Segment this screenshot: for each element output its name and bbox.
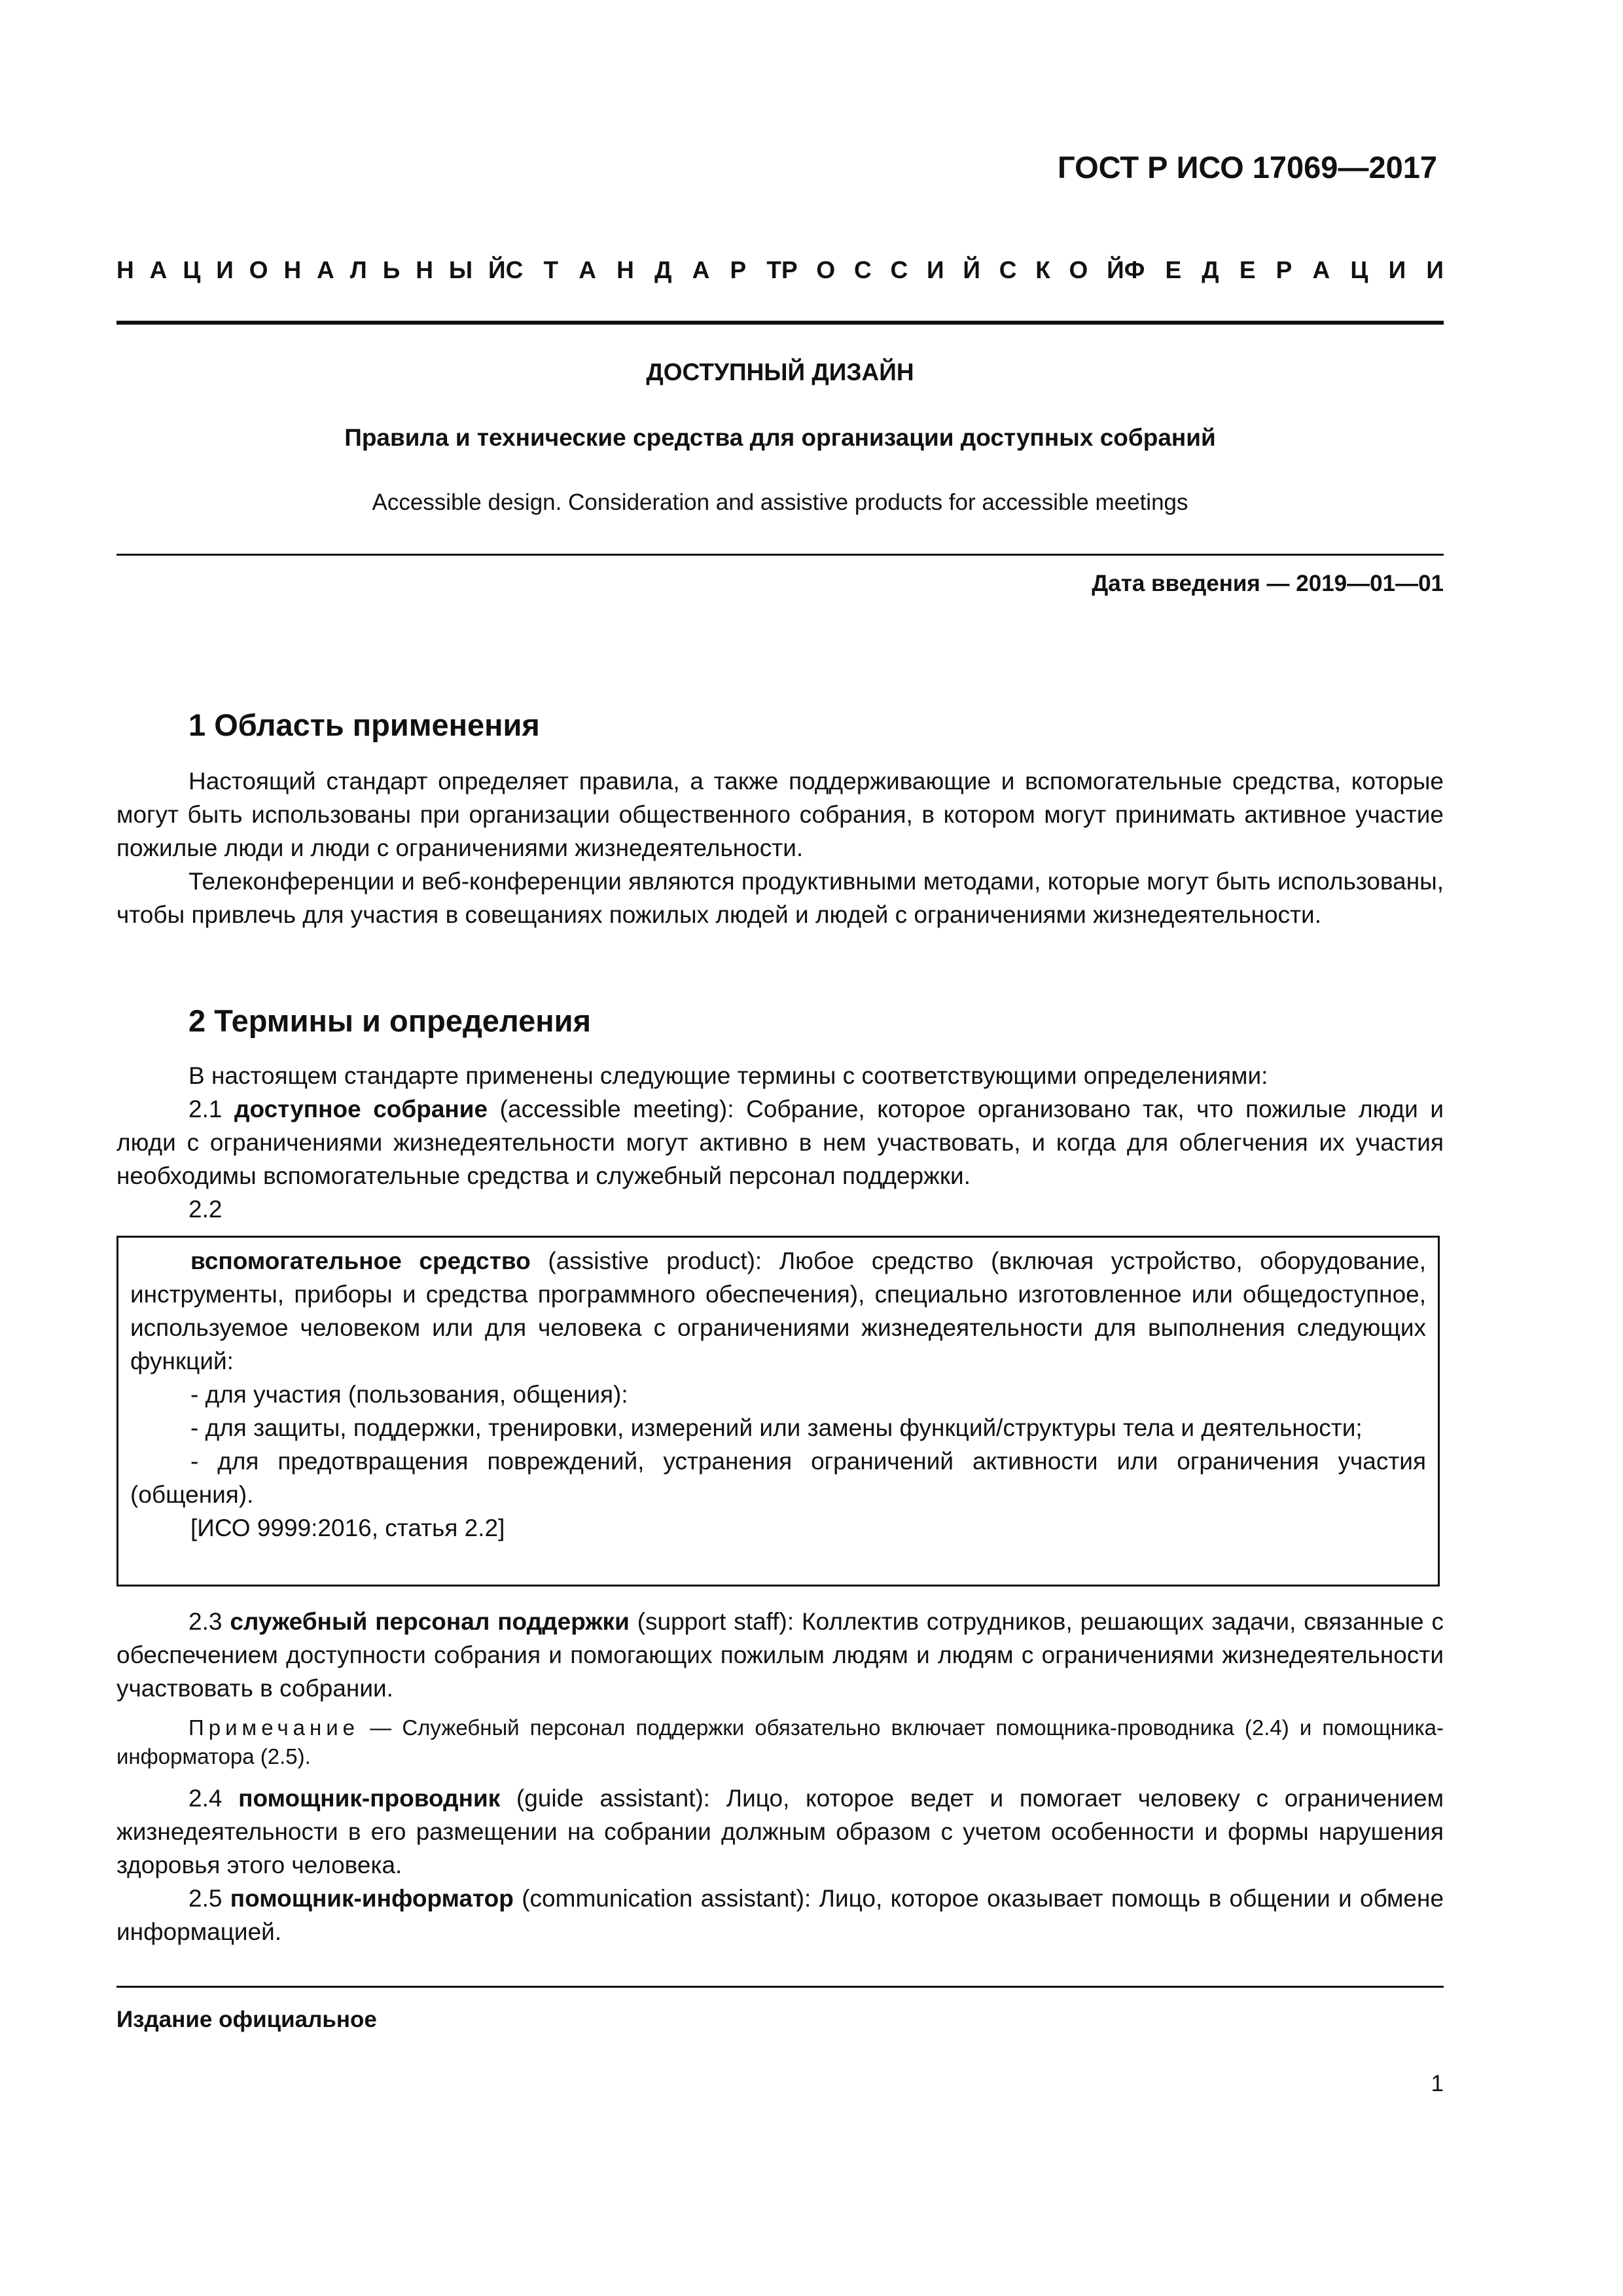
section-1-paragraph: Настоящий стандарт определяет правила, а также поддерживающие и вспомогательные средства, которые могут быть использованы при организации общественного собрания, в котором могут принимать активное участие пожилые люди и люди с ограничениями жизнедеятельности. (116, 768, 1444, 861)
banner-letter: Ь (382, 257, 401, 283)
title-english: Accessible design. Consideration and assistive products for accessible meetings (372, 490, 1188, 515)
list-item: - для защиты, поддержки, тренировки, измерений или замены функций/структуры тела и деятельности; (190, 1414, 1363, 1441)
banner-letter: Н (283, 257, 302, 283)
banner-letter: Ц (183, 257, 201, 283)
edition-label: Издание официальное (116, 2007, 377, 2032)
banner-letter: О (1069, 257, 1088, 283)
banner-letter: Н (416, 257, 433, 283)
term-name: служебный персонал поддержки (230, 1608, 630, 1635)
term-2-3-block (116, 1605, 1444, 1705)
term-2-2-number: 2.2 (188, 1196, 223, 1223)
term-2-3: 2.3 служебный персонал поддержки (support staff): Коллектив сотрудников, решающих задачи, связанные с обеспечением доступности собрания и помогающих пожилым людям и людям с ограничениями жизнедеятельности участвовать в собрании. (116, 1608, 1444, 1702)
banner-letter: Т (543, 257, 559, 283)
banner-letter: Л (349, 257, 367, 283)
banner-letter: С (853, 257, 872, 283)
banner-letter: И (216, 257, 234, 283)
banner-letter: О (249, 257, 268, 283)
banner-letter: Е (1165, 257, 1182, 283)
page-number: 1 (1431, 2071, 1444, 2096)
section-1-heading: 1 Область применения (188, 708, 540, 742)
banner-letter: С (505, 257, 524, 283)
section-1-body (116, 764, 1444, 931)
section-2-heading: 2 Термины и определения (188, 1003, 591, 1038)
list-item: - для участия (пользования, общения): (190, 1381, 628, 1408)
title-subtitle: Правила и технические средства для организации доступных собраний (344, 424, 1216, 451)
banner-letter: А (1312, 257, 1330, 283)
footer-divider (116, 1986, 1444, 1988)
banner-letter: Т (766, 257, 781, 283)
section-2-intro-block (116, 1059, 1444, 1226)
banner-letter: И (1388, 257, 1406, 283)
banner-letter: И (1426, 257, 1444, 283)
banner-letter: С (999, 257, 1017, 283)
term-2-2-source: [ИСО 9999:2016, статья 2.2] (190, 1515, 505, 1541)
title-main: ДОСТУПНЫЙ ДИЗАЙН (646, 359, 914, 386)
list-item: - для предотвращения повреждений, устранения ограничений активности или ограничения участия (общения). (130, 1448, 1426, 1508)
banner-letter: И (926, 257, 944, 283)
header-divider (116, 321, 1444, 325)
banner-letter: А (149, 257, 168, 283)
term-2-2-box (116, 1236, 1440, 1587)
banner-word (116, 257, 506, 284)
term-2-4: 2.4 помощник-проводник (guide assistant): Лицо, которое ведет и помогает человеку с ограничением жизнедеятельности в его размещении на собрании должным образом с учетом особенности и формы нарушения здоровья этого человека. (116, 1785, 1444, 1878)
term-2-1: 2.1 доступное собрание (accessible meeting): Собрание, которое организовано так, что пожилые люди и люди с ограничениями жизнедеятельности могут активно в нем участвовать, и когда для облегчения их участия необходимы вспомогательные средства и служебный персонал поддержки. (116, 1096, 1444, 1189)
banner-letter: Р (781, 257, 798, 283)
banner-word (506, 257, 781, 284)
introduction-date: Дата введения — 2019—01—01 (1092, 571, 1444, 596)
banner-letter: Ц (1350, 257, 1368, 283)
banner-letter: Р (730, 257, 747, 283)
title-divider (116, 554, 1444, 556)
note-block (116, 1713, 1444, 1771)
banner-letter: Д (1202, 257, 1219, 283)
banner-letter: Й (963, 257, 980, 283)
banner-letter: А (579, 257, 597, 283)
banner-letter: А (317, 257, 334, 283)
term-2-2-definition: вспомогательное средство (assistive product): Любое средство (включая устройство, оборудование, инструменты, приборы и средства программного обеспечения), специально изготовленное или общедоступное, используемое человеком или для человека с ограничениями жизнедеятельности для выполнения следующих функций: (130, 1247, 1426, 1374)
banner-letter: Д (654, 257, 672, 283)
banner-letter: Н (616, 257, 634, 283)
term-name: помощник-информатор (230, 1885, 514, 1912)
banner-letter: Е (1239, 257, 1256, 283)
banner-letter: Ы (448, 257, 473, 283)
banner-letter: К (1035, 257, 1050, 283)
terms-2-4-2-5-block (116, 1782, 1444, 1948)
banner-letter: Й (1107, 257, 1124, 283)
term-name: помощник-проводник (238, 1785, 501, 1812)
banner-word (781, 257, 1124, 284)
banner-letter: О (816, 257, 836, 283)
banner-letter: Р (1275, 257, 1293, 283)
term-name: доступное собрание (234, 1096, 488, 1122)
note: Примечание — Служебный персонал поддержки обязательно включает помощника-проводника (2.4) и помощника-информатора (2.5). (116, 1715, 1444, 1768)
term-2-5: 2.5 помощник-информатор (communication assistant): Лицо, которое оказывает помощь в общении и обмене информацией. (116, 1885, 1444, 1945)
banner-letter: А (692, 257, 710, 283)
section-2-intro: В настоящем стандарте применены следующие термины с соответствующими определениями: (188, 1062, 1268, 1089)
banner-letter: С (890, 257, 908, 283)
banner-word (1124, 257, 1444, 284)
document-designation: ГОСТ Р ИСО 17069—2017 (1058, 150, 1437, 185)
banner-letter: Н (116, 257, 134, 283)
banner-letter: Й (488, 257, 506, 283)
national-standard-banner (116, 257, 1444, 284)
note-label: Примечание (188, 1715, 360, 1740)
banner-letter: Ф (1124, 257, 1145, 283)
section-1-paragraph: Телеконференции и веб-конференции являются продуктивными методами, которые могут быть использованы, чтобы привлечь для участия в совещаниях пожилых людей и людей с ограничениями жизнедеятельности. (116, 868, 1444, 928)
term-name: вспомогательное средство (190, 1247, 531, 1274)
